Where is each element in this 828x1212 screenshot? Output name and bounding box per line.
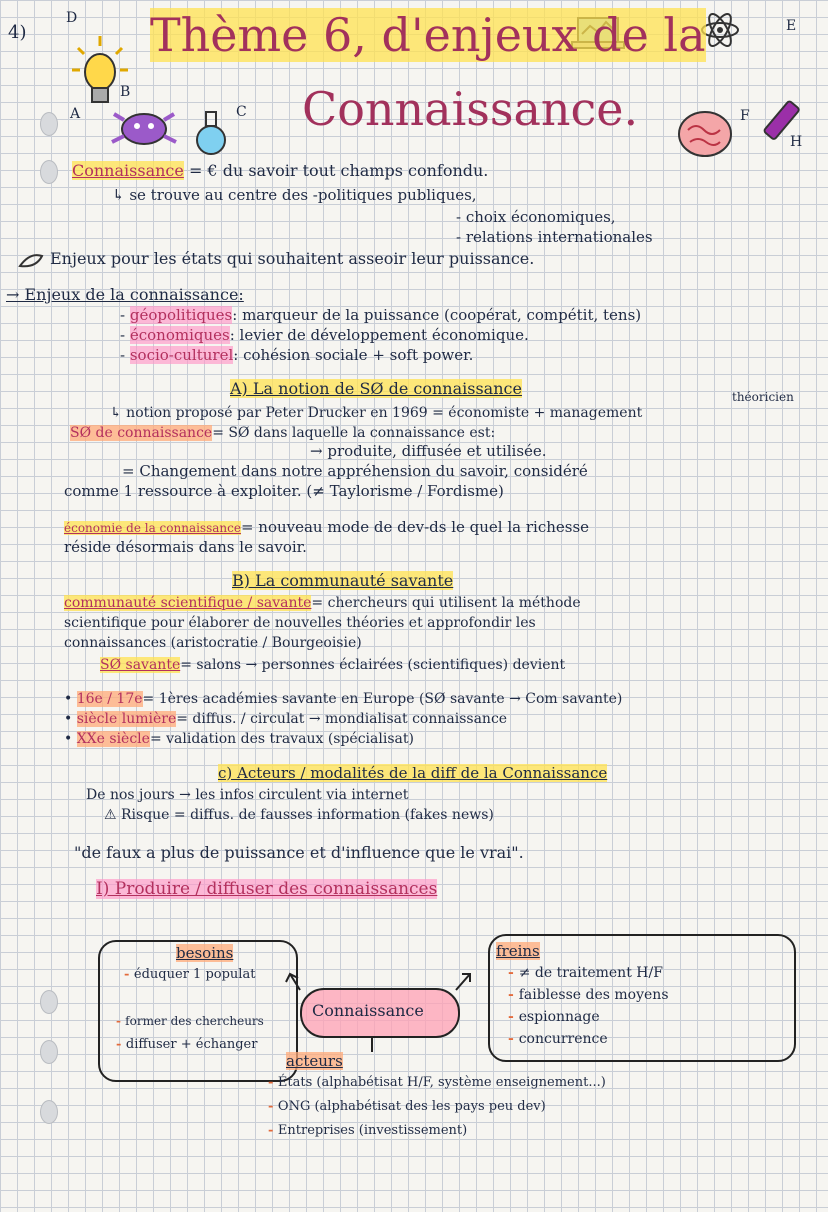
acteurs-item: - ONG (alphabétisat des les pays peu dev) bbox=[268, 1099, 546, 1114]
binder-hole bbox=[40, 160, 58, 184]
section-a-line: SØ de connaissance= SØ dans laquelle la connaissance est: bbox=[70, 425, 496, 441]
enjeux-heading: → Enjeux de la connaissance: bbox=[6, 285, 244, 304]
freins-title: freins bbox=[496, 942, 540, 960]
enjeux-item: - socio-culturel: cohésion sociale + soft power. bbox=[120, 346, 474, 364]
section-a-line: → produite, diffusée et utilisée. bbox=[310, 442, 547, 460]
binder-hole bbox=[40, 990, 58, 1014]
enjeux-item: - géopolitiques: marqueur de la puissance (coopérat, compétit, tens) bbox=[120, 306, 642, 324]
term-connaissance: Connaissance bbox=[72, 161, 184, 180]
intro-line: - choix économiques, bbox=[456, 208, 616, 226]
freins-item: - concurrence bbox=[508, 1031, 608, 1047]
section-b-line: scientifique pour élaborer de nouvelles théories et approfondir les bbox=[64, 615, 536, 631]
section-b-bullet: • 16e / 17e= 1ères académies savante en Europe (SØ savante → Com savante) bbox=[64, 691, 623, 707]
section-a-line: ↳ notion proposé par Peter Drucker en 1969 = économiste + management bbox=[110, 405, 643, 421]
binder-hole bbox=[40, 1040, 58, 1064]
flask-icon bbox=[190, 110, 234, 156]
letter-b: B bbox=[120, 84, 131, 100]
section-c-line: De nos jours → les infos circulent via internet bbox=[86, 787, 409, 803]
title-line-1: Thème 6, d'enjeux de la bbox=[150, 8, 706, 62]
intro-line bbox=[72, 162, 488, 180]
page-subtitle bbox=[302, 82, 638, 136]
intro-line: - relations internationales bbox=[456, 228, 653, 246]
leaf-icon bbox=[18, 252, 44, 270]
section-b-line: SØ savante= salons → personnes éclairées (scientifiques) devient bbox=[100, 657, 566, 673]
section-b-line: connaissances (aristocratie / Bourgeoisie) bbox=[64, 635, 362, 651]
letter-a: A bbox=[70, 106, 81, 122]
lipstick-icon bbox=[756, 96, 806, 146]
part-1-heading: I) Produire / diffuser des connaissances bbox=[96, 879, 438, 899]
letter-d: D bbox=[66, 10, 78, 26]
section-a-line: comme 1 ressource à exploiter. (≠ Taylorisme / Fordisme) bbox=[64, 482, 504, 500]
freins-item: - faiblesse des moyens bbox=[508, 987, 669, 1003]
binder-hole bbox=[40, 112, 58, 136]
letter-e: E bbox=[786, 18, 797, 34]
letter-h: H bbox=[790, 134, 803, 150]
lightbulb-icon bbox=[72, 34, 131, 114]
mindmap-arrows bbox=[280, 960, 480, 1080]
section-b-bullet: • XXe siècle= validation des travaux (spécialisat) bbox=[64, 731, 414, 747]
page-title bbox=[150, 8, 706, 62]
binder-hole bbox=[40, 1100, 58, 1124]
besoins-title: besoins bbox=[176, 944, 234, 962]
mindmap-center: Connaissance bbox=[312, 1001, 424, 1020]
section-b-line: communauté scientifique / savante= chercheurs qui utilisent la méthode bbox=[64, 595, 581, 611]
acteurs-item: - Entreprises (investissement) bbox=[268, 1123, 468, 1138]
section-a-heading: A) La notion de SØ de connaissance bbox=[230, 379, 522, 398]
acteurs-title: acteurs bbox=[286, 1052, 343, 1070]
besoins-item: - éduquer 1 populat bbox=[124, 967, 256, 982]
letter-f: F bbox=[740, 108, 750, 124]
besoins-item: - diffuser + échanger bbox=[116, 1037, 258, 1052]
besoins-item: - former des chercheurs bbox=[116, 1014, 264, 1028]
virus-icon bbox=[104, 104, 184, 154]
section-c-heading: c) Acteurs / modalités de la diff de la Connaissance bbox=[218, 764, 608, 782]
intro-definition: = € du savoir tout champs confondu. bbox=[188, 161, 489, 180]
page-number: 4) bbox=[8, 22, 27, 43]
intro-line: Enjeux pour les états qui souhaitent asseoir leur puissance. bbox=[50, 249, 535, 268]
section-b-heading: B) La communauté savante bbox=[232, 571, 454, 590]
letter-c: C bbox=[236, 104, 247, 120]
intro-line: ↳ se trouve au centre des -politiques publiques, bbox=[112, 186, 477, 204]
enjeux-item: - économiques: levier de développement économique. bbox=[120, 326, 529, 344]
section-a-line: réside désormais dans le savoir. bbox=[64, 538, 307, 556]
theoricien-note: théoricien bbox=[732, 390, 794, 404]
freins-item: - ≠ de traitement H/F bbox=[508, 965, 663, 981]
section-c-quote: "de faux a plus de puissance et d'influence que le vrai". bbox=[74, 843, 524, 862]
brain-icon bbox=[676, 108, 734, 160]
section-a-line: économie de la connaissance= nouveau mode de dev-ds le quel la richesse bbox=[64, 518, 590, 536]
freins-item: - espionnage bbox=[508, 1009, 600, 1025]
section-a-line: = Changement dans notre appréhension du savoir, considéré bbox=[122, 462, 588, 480]
title-line-2: Connaissance. bbox=[302, 82, 639, 136]
acteurs-item: - États (alphabétisat H/F, système enseignement...) bbox=[268, 1075, 606, 1090]
section-c-line: ⚠ Risque = diffus. de fausses information (fakes news) bbox=[104, 807, 494, 823]
section-b-bullet: • siècle lumière= diffus. / circulat → mondialisat connaissance bbox=[64, 711, 508, 727]
